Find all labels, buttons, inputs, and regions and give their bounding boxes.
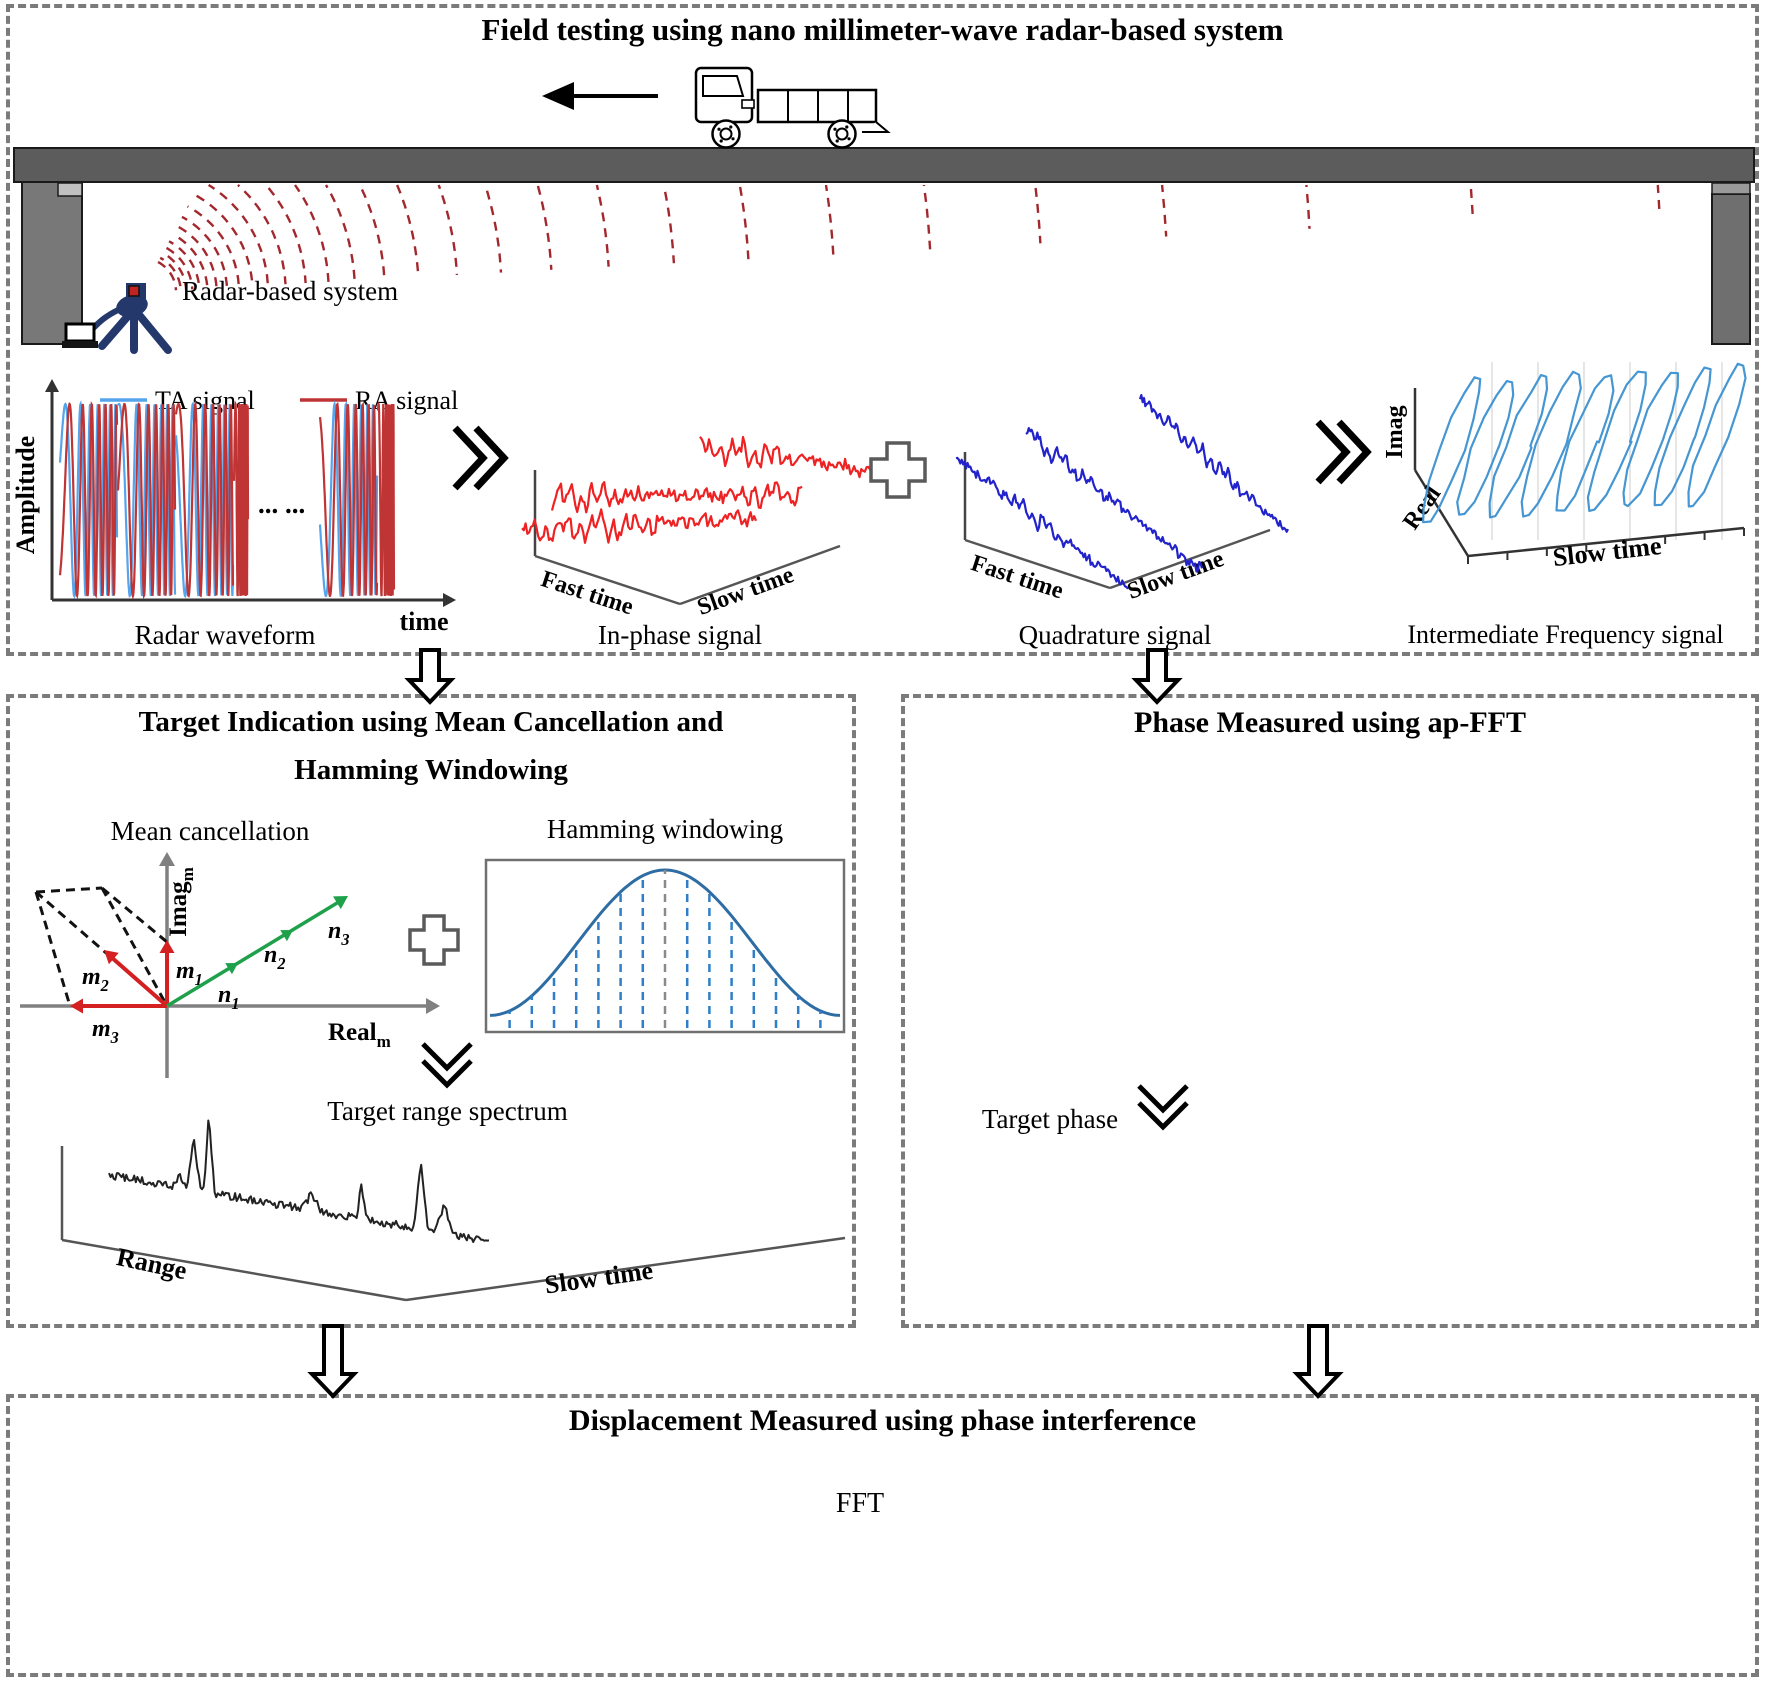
- svg-text:Slow time: Slow time: [1123, 545, 1228, 605]
- caption-radar-waveform: Radar waveform: [134, 620, 316, 650]
- bottom-title: Displacement Measured using phase interference: [568, 1404, 1197, 1437]
- mean-cancellation-diagram: [20, 852, 458, 1078]
- svg-text:Amplitude: Amplitude: [11, 435, 40, 555]
- fft-step-label: FFT: [835, 1488, 885, 1519]
- svg-text:Slow time: Slow time: [1551, 530, 1663, 573]
- svg-text:Realm: Real$_m$: [328, 1019, 391, 1051]
- radar-tripod: [90, 283, 168, 350]
- svg-text:n3: $n_3$: [328, 918, 350, 949]
- svg-text:Fast time: Fast time: [537, 566, 637, 621]
- if-signal-plot: [1382, 362, 1746, 572]
- svg-text:Real: Real: [1398, 481, 1447, 535]
- hamming-window-plot: [486, 860, 844, 1032]
- truck-icon: [696, 68, 888, 148]
- svg-text:m2: $m_2$: [82, 964, 109, 995]
- quadrature-plot: [956, 395, 1288, 605]
- svg-text:... ...: ... ...: [258, 489, 306, 519]
- laptop-icon: [62, 324, 98, 348]
- svg-text:TA signal: TA signal: [155, 386, 255, 415]
- svg-text:Imag: Imag: [1382, 405, 1408, 459]
- svg-text:n2: $n_2$: [264, 942, 286, 973]
- bridge-scene: [14, 148, 1754, 344]
- radar-beam-fan: [158, 185, 1659, 290]
- svg-text:n1: $n_1$: [218, 982, 240, 1013]
- target-phase-label: Target phase: [981, 1104, 1119, 1134]
- bridge-pier-right: [1712, 194, 1750, 344]
- svg-text:m3: $m_3$: [92, 1016, 119, 1047]
- target-range-spectrum-plot: [62, 1121, 845, 1301]
- mid-left-title-1: Target Indication using Mean Cancellation and: [138, 706, 724, 738]
- inphase-plot: [522, 437, 872, 621]
- svg-text:Imagm: Imag$_m$: [165, 867, 197, 937]
- bridge-deck: [14, 148, 1754, 182]
- svg-text:Slow time: Slow time: [542, 1255, 655, 1300]
- svg-text:RA signal: RA signal: [355, 386, 459, 415]
- top-panel-title: Field testing using nano millimeter-wave radar-based system: [481, 12, 1284, 47]
- svg-text:Slow time: Slow time: [693, 561, 798, 621]
- caption-inphase: In-phase signal: [597, 620, 763, 650]
- mid-right-title: Phase Measured using ap-FFT: [1134, 706, 1526, 739]
- svg-text:Range: Range: [114, 1242, 190, 1286]
- radar-sensor-icon: [129, 286, 139, 296]
- truck-direction-arrow: [542, 82, 658, 110]
- target-range-spectrum-label: Target range spectrum: [327, 1096, 568, 1126]
- svg-text:time: time: [399, 607, 449, 636]
- hamming-windowing-label: Hamming windowing: [546, 814, 784, 844]
- radar-system-label: Radar-based system: [182, 276, 399, 306]
- mean-cancellation-label: Mean cancellation: [110, 816, 310, 846]
- caption-quadrature: Quadrature signal: [1018, 620, 1212, 650]
- caption-if-signal: Intermediate Frequency signal: [1407, 620, 1724, 649]
- svg-text:Fast time: Fast time: [967, 550, 1067, 605]
- svg-text:m1: $m_1$: [176, 958, 203, 989]
- bridge-pier-left: [22, 182, 82, 344]
- mid-left-title-2: Hamming Windowing: [294, 754, 568, 786]
- radar-waveform-plot: [11, 379, 458, 636]
